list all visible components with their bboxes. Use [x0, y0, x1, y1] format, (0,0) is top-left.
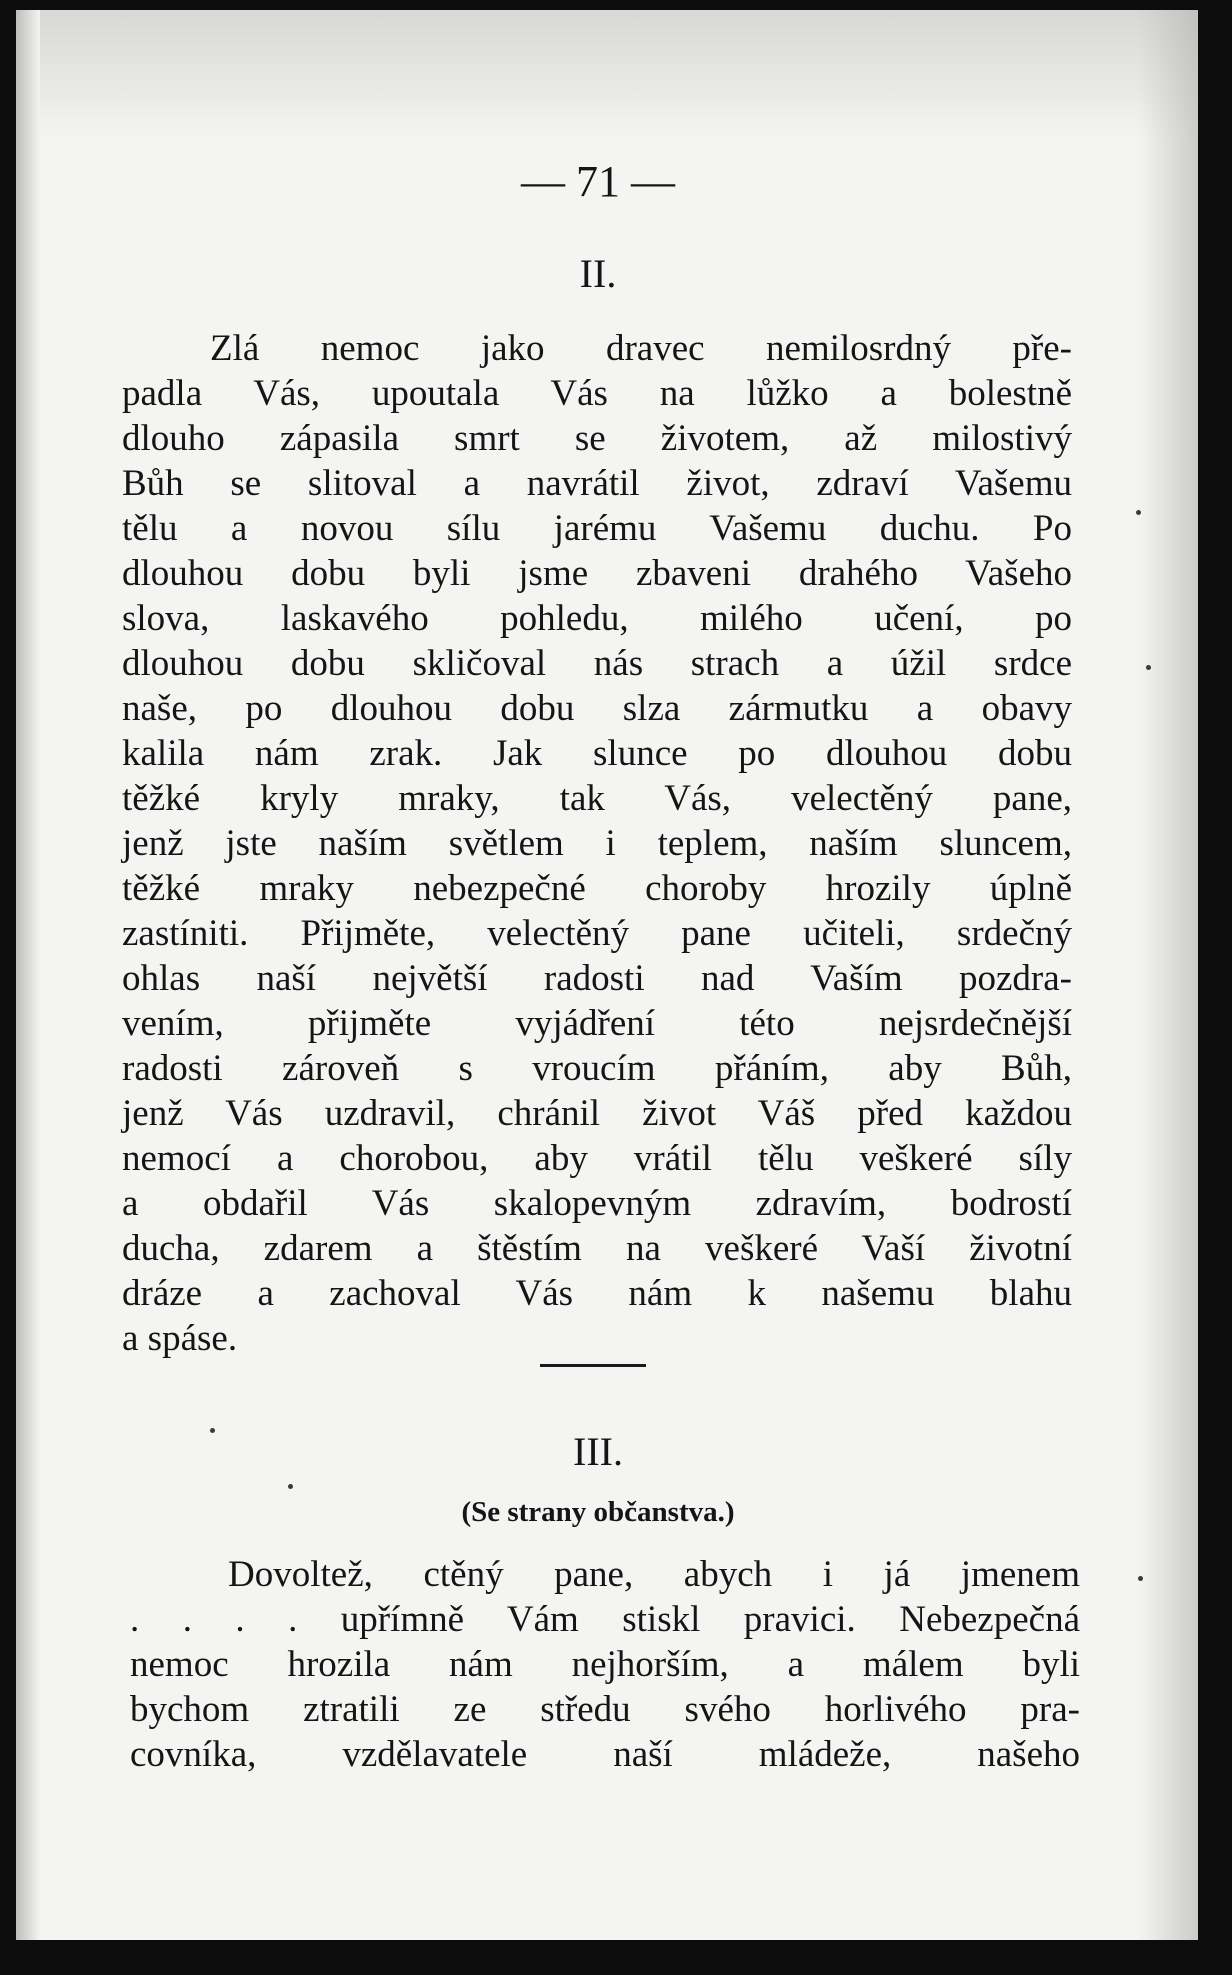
text-line: dlouhou dobu byli jsme zbaveni drahého Vašeho: [122, 553, 1072, 594]
text-line: . . . . upřímně Vám stiskl pravici. Nebezpečná: [130, 1599, 1080, 1640]
text-line: dlouho zápasila smrt se životem, až milostivý: [122, 418, 1072, 459]
text-line: kalila nám zrak. Jak slunce po dlouhou dobu: [122, 733, 1072, 774]
text-line: a obdařil Vás skalopevným zdravím, bodrostí: [122, 1183, 1072, 1224]
section-heading-ii: II.: [579, 251, 617, 296]
text-line: nemocí a chorobou, aby vrátil tělu veškeré síly: [122, 1138, 1072, 1179]
paper-speck: [1138, 1576, 1143, 1581]
text-line: Bůh se slitoval a navrátil život, zdraví Vašemu: [122, 463, 1072, 504]
text-line: naše, po dlouhou dobu slza zármutku a obavy: [122, 688, 1072, 729]
text-line: vením, přijměte vyjádření této nejsrdečnější: [122, 1003, 1072, 1044]
text-line: dráze a zachoval Vás nám k našemu blahu: [122, 1273, 1072, 1314]
section-heading-iii: III.: [573, 1429, 623, 1474]
section-iii-paragraph: [130, 1552, 1080, 1777]
page-top-discoloration: [40, 10, 1198, 140]
text-line: tělu a novou sílu jarému Vašemu duchu. Po: [122, 508, 1072, 549]
text-line: padla Vás, upoutala Vás na lůžko a bolestně: [122, 373, 1072, 414]
page-number: — 71 —: [521, 157, 675, 206]
text-line: těžké kryly mraky, tak Vás, velectěný pane,: [122, 778, 1072, 819]
text-line: Zlá nemoc jako dravec nemilosrdný pře-: [210, 328, 1072, 369]
text-line: těžké mraky nebezpečné choroby hrozily úplně: [122, 868, 1072, 909]
paper-speck: [1136, 510, 1141, 515]
text-line: a spáse.: [122, 1318, 238, 1359]
page-edge-shadow: [1138, 10, 1198, 1940]
text-line: slova, laskavého pohledu, milého učení, po: [122, 598, 1072, 639]
text-line: bychom ztratili ze středu svého horlivého pra-: [130, 1689, 1080, 1730]
paper-speck: [288, 1484, 293, 1489]
text-line: jenž Vás uzdravil, chránil život Váš před každou: [122, 1093, 1072, 1134]
text-line: zastíniti. Přijměte, velectěný pane učiteli, srdečný: [122, 913, 1072, 954]
section-ii-paragraph: [122, 326, 1072, 1361]
page-spine-shadow: [16, 10, 40, 1940]
text-line: dlouhou dobu skličoval nás strach a úžil srdce: [122, 643, 1072, 684]
paper-speck: [1146, 665, 1151, 670]
text-line: ducha, zdarem a štěstím na veškeré Vaší životní: [122, 1228, 1072, 1269]
section-iii-subheading: (Se strany občanstva.): [461, 1496, 735, 1528]
text-line: nemoc hrozila nám nejhorším, a málem byli: [130, 1644, 1080, 1685]
text-line: radosti zároveň s vroucím přáním, aby Bůh,: [122, 1048, 1072, 1089]
text-line: jenž jste naším světlem i teplem, naším sluncem,: [122, 823, 1072, 864]
text-line: covníka, vzdělavatele naší mládeže, našeho: [130, 1734, 1080, 1775]
book-page: [16, 10, 1198, 1940]
section-divider: [540, 1364, 646, 1367]
text-line: Dovoltež, ctěný pane, abych i já jmenem: [228, 1554, 1080, 1595]
text-line: ohlas naší největší radosti nad Vaším pozdra-: [122, 958, 1072, 999]
